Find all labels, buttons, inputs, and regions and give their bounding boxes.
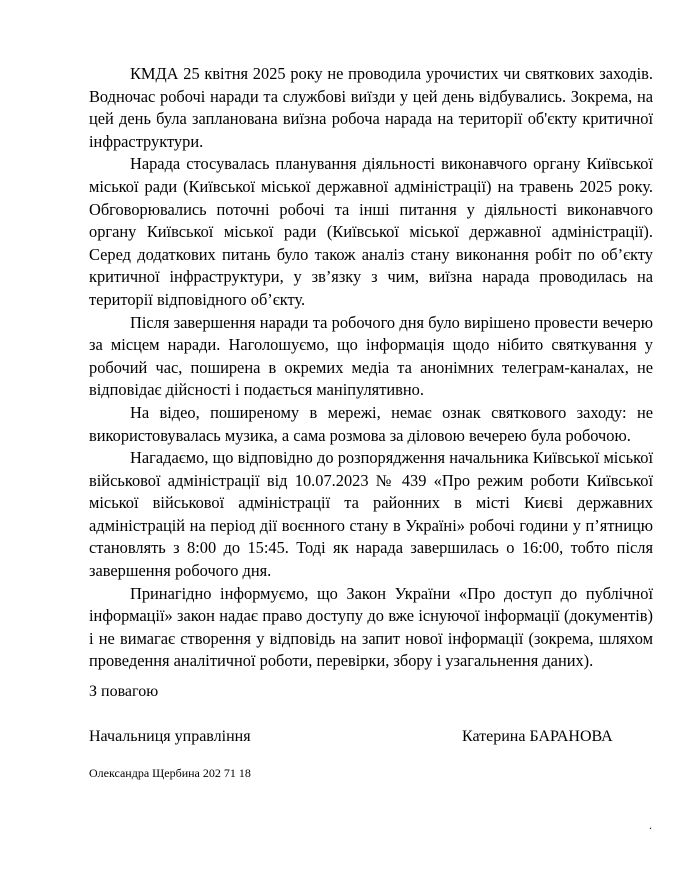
paragraph-public-info-law: Принагідно інформуємо, що Закон України «Про доступ до публічної інформації» закон надає право доступу до вже існуючої інформації (документів) і не вимагає створення у відповідь на запит нової інформації (зокрема, шляхом проведення аналітичної роботи, перевірки, збору і узагальнення даних).	[89, 583, 653, 671]
signatory-position: Начальниця управління	[89, 728, 251, 745]
paragraph-no-celebrations: КМДА 25 квітня 2025 року не проводила урочистих чи святкових заходів. Водночас робочі наради та службові виїзди у цей день відбувались. Зокрема, на цей день була запланована виїзна робоча нарада на території об'єкту критичної інфраструктури.	[89, 64, 653, 151]
executor-contact: Олександра Щербина 202 71 18	[89, 766, 251, 780]
letter-body	[89, 63, 653, 673]
paragraph-video: На відео, поширеному в мережі, немає ознак святкового заходу: не використовувалась музика, а сама розмова за діловою вечерею була робочою.	[89, 402, 653, 445]
paragraph-meeting-subject: Нарада стосувалась планування діяльності виконавчого органу Київської міської ради (Київської міської державної адміністрації) на травень 2025 року. Обговорювались поточні робочі та інші питання у діяльності виконавчого органу Київської міської ради (Київської міської державної адміністрації). Серед додаткових питань було також аналіз стану виконання робіт по об’єкту критичної інфраструктури, у зв’язку з чим, виїзна нарада проводилась на території відповідного об’єкту.	[89, 154, 653, 309]
paragraph-working-hours: Нагадаємо, що відповідно до розпорядження начальника Київської міської військової адміністрації від 10.07.2023 № 439 «Про режим роботи Київської міської військової адміністрації та районних в місті Києві державних адміністрацій на період дії воєнного стану в Україні» робочі години у п’ятницю становлять з 8:00 до 15:45. Тоді як нарада завершилась о 16:00, тобто після завершення робочого дня.	[89, 448, 653, 581]
page-mark: .	[649, 818, 652, 832]
signatory-name: Катерина БАРАНОВА	[462, 728, 613, 745]
closing-salutation: З повагою	[89, 683, 159, 700]
paragraph-dinner: Після завершення наради та робочого дня було вирішено провести вечерю за місцем наради. Наголошуємо, що інформація щодо нібито святкування у робочий час, поширена в окремих медіа та анонімних телеграм-каналах, не відповідає дійсності і подається маніпулятивно.	[89, 312, 653, 400]
